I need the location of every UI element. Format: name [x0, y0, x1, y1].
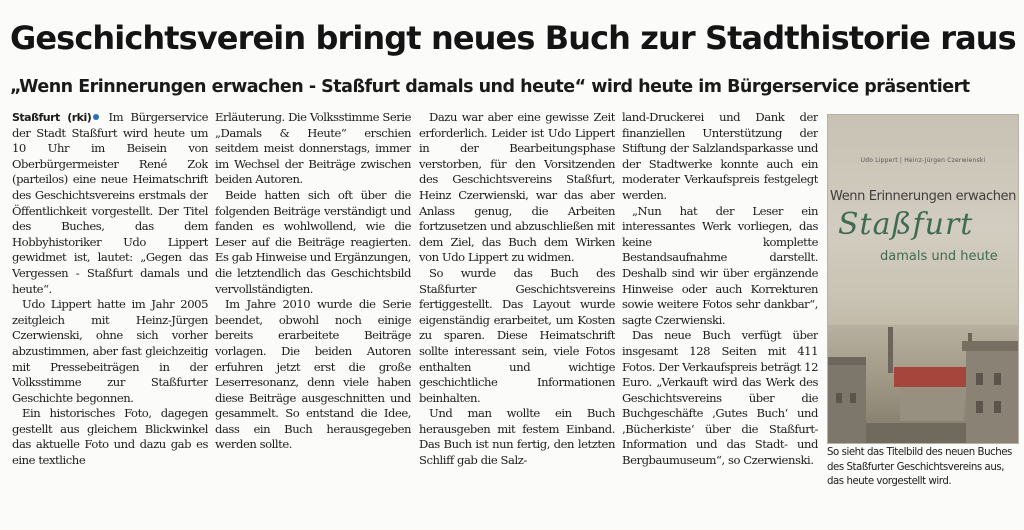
subheadline: „Wenn Erinnerungen erwachen - Staßfurt damals und heute“ wird heute im Bürgerservice präsentiert — [10, 77, 970, 97]
historic-street-photo — [828, 325, 1018, 443]
paragraph: Und man wollte ein Buch herausgeben mit festem Einband. Das Buch ist nun fertig, den letzten Schliff gab die Salz- — [419, 406, 615, 468]
paragraph: Ein historisches Foto, dagegen gestellt aus gleichem Blickwinkel das aktuelle Foto und dazu gab es eine textliche — [12, 406, 208, 468]
paragraph — [12, 110, 208, 297]
cover-authors: Udo Lippert | Heinz-Jürgen Czerwienski — [860, 157, 986, 164]
paragraph: Beide hatten sich oft über die folgenden Beiträge verständigt und fanden es wohlwollend, wie die Leser auf die Beiträge reagierten. Es gab Hinweise und Ergänzungen, die letztendlich das Geschichtsbild vervollständigten. — [215, 187, 411, 296]
article-column-1 — [12, 110, 208, 522]
paragraph: land-Druckerei und Dank der finanziellen Unterstützung der Stiftung der Salzlandsparkasse und der Stadtwerke konnte auch ein moderater Verkaufspreis festgelegt werden. — [622, 110, 818, 202]
book-cover-image — [827, 114, 1019, 444]
paragraph-text: Im Bürgerservice der Stadt Staßfurt wird heute um 10 Uhr im Beisein von Oberbürgermeister René Zok (parteilos) eine neue Heimatschrift des Geschichtsvereins erstmals der Öffentlichkeit vorgestellt. Der Titel des Buches, das dem Hobbyhistoriker Udo Lippert gewidmet ist, lautet: „Gegen das Vergessen - Staßfurt damals und heute“. — [12, 110, 208, 296]
cover-subtitle: damals und heute — [880, 249, 998, 264]
cover-title-line: Wenn Erinnerungen erwachen — [830, 189, 1016, 204]
paragraph: Das neue Buch verfügt über insgesamt 128 Seiten mit 411 Fotos. Der Verkaufspreis beträgt 12 Euro. „Verkauft wird das Werk des Geschichtsvereins über die Buchgeschäfte ‚Gutes Buch‘ und ‚Bücherkiste‘ über die Staßfurt-Information und das Stadt- und Bergbaumuseum“, so Czerwienski. — [622, 328, 818, 468]
paragraph: „Nun hat der Leser ein interessantes Werk vorliegen, das keine komplette Bestandsaufnahme darstellt. Deshalb sind wir über ergänzende Hinweise oder auch Korrekturen sowie weitere Fotos sehr dankbar“, sagte Czerwienski. — [622, 203, 818, 327]
dateline: Staßfurt (rki) — [12, 111, 92, 124]
cover-city-title: Staßfurt — [838, 207, 974, 242]
article-column-2 — [215, 110, 411, 522]
article-column-4 — [622, 110, 818, 522]
paragraph: Erläuterung. Die Volksstimme Serie „Damals & Heute“ erschien seitdem meist donnerstags, immer im Wechsel der Beiträge zwischen beiden Autoren. — [215, 110, 411, 187]
headline: Geschichtsverein bringt neues Buch zur Stadthistorie raus — [10, 19, 1016, 57]
article-column-3 — [419, 110, 615, 522]
paragraph: So wurde das Buch des Staßfurter Geschichtsvereins fertiggestellt. Das Layout wurde eigenständig erarbeitet, um Kosten zu sparen. Diese Heimatschrift sollte interessant sein, viele Fotos enthalten und wichtige geschichtliche Informationen beinhalten. — [419, 265, 615, 405]
bullet-dot-icon — [93, 114, 99, 120]
paragraph: Udo Lippert hatte im Jahr 2005 zeitgleich mit Heinz-Jürgen Czerwienski, ohne sich vorher abzustimmen, aber fast gleichzeitig mit Pressebeiträgen in der Volksstimme zur Staßfurter Geschichte begonnen. — [12, 297, 208, 405]
paragraph: Dazu war aber eine gewisse Zeit erforderlich. Leider ist Udo Lippert in der Bearbeitungsphase verstorben, für den Vorsitzenden des Geschichtsvereins Staßfurt, Heinz Czerwienski, war das aber Anlass genug, die Arbeiten fortzusetzen und abzuschließen mit dem Ziel, das Buch dem Wirken von Udo Lippert zu widmen. — [419, 110, 615, 265]
image-caption: So sieht das Titelbild des neuen Buches des Staßfurter Geschichtsvereins aus, das heute vorgestellt wird. — [827, 447, 1012, 488]
paragraph: Im Jahre 2010 wurde die Serie beendet, obwohl noch einige bereits erarbeitete Beiträge vorlagen. Die beiden Autoren erfuhren jetzt erst die große Leserresonanz, denn viele haben diese Beiträge ausgeschnitten und gesammelt. So entstand die Idee, dass ein Buch herausgegeben werden sollte. — [215, 297, 411, 452]
